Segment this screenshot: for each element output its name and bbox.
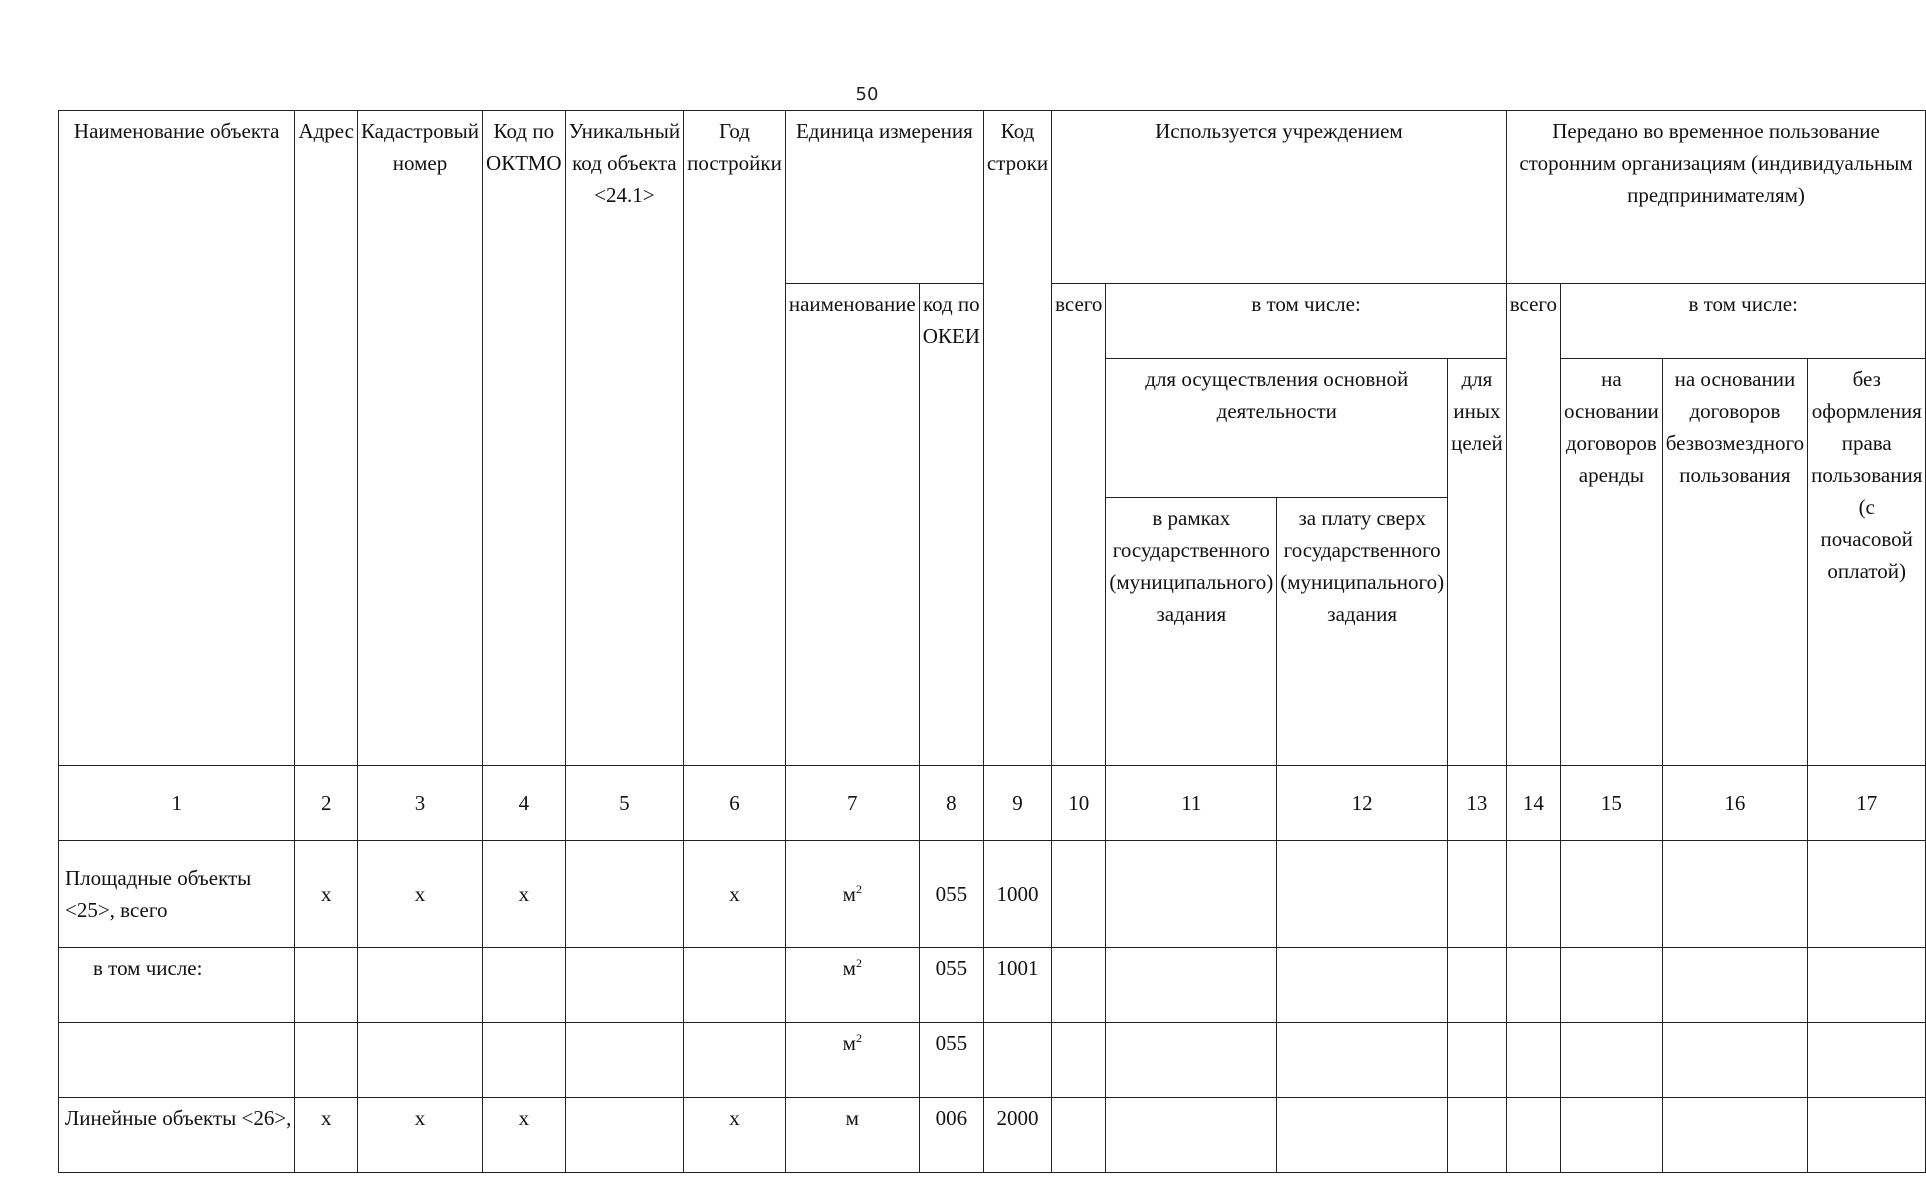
row-year xyxy=(684,948,786,1023)
table-row xyxy=(59,1023,1926,1098)
row-line-code: 1000 xyxy=(983,841,1051,948)
column-number: 9 xyxy=(983,766,1051,841)
row-address xyxy=(295,948,358,1023)
header-transfer-including: в том числе: xyxy=(1560,284,1925,359)
empty-cell xyxy=(1662,948,1807,1023)
row-year: х xyxy=(684,841,786,948)
unit-text: м xyxy=(842,956,856,980)
empty-cell xyxy=(1506,1023,1560,1098)
row-line-code: 2000 xyxy=(983,1098,1051,1173)
row-unit xyxy=(785,1023,919,1098)
header-hourly-payment: без оформления права пользования (с почасовой оплатой) xyxy=(1808,359,1926,766)
empty-cell xyxy=(1277,841,1448,948)
empty-cell xyxy=(1560,1023,1662,1098)
column-number: 5 xyxy=(565,766,684,841)
row-object-name xyxy=(59,1023,295,1098)
header-line-code: Код строки xyxy=(983,111,1051,766)
column-number: 1 xyxy=(59,766,295,841)
empty-cell xyxy=(1277,1023,1448,1098)
property-usage-table xyxy=(58,110,1926,1173)
empty-cell xyxy=(1106,1098,1277,1173)
header-unique-code: Уникальный код объекта <24.1> xyxy=(565,111,684,766)
column-number: 4 xyxy=(483,766,566,841)
column-number: 13 xyxy=(1448,766,1507,841)
header-year-built: Год постройки xyxy=(684,111,786,766)
row-address: х xyxy=(295,1098,358,1173)
empty-cell xyxy=(1506,948,1560,1023)
row-oktmo: х xyxy=(483,841,566,948)
empty-cell xyxy=(1662,1098,1807,1173)
page-number: 50 xyxy=(855,84,879,105)
row-okei: 055 xyxy=(919,841,983,948)
table-row xyxy=(59,1098,1926,1173)
column-number: 2 xyxy=(295,766,358,841)
row-year: х xyxy=(684,1098,786,1173)
row-unique-code xyxy=(565,948,684,1023)
unit-superscript: 2 xyxy=(855,882,862,896)
unit-text: м xyxy=(842,882,856,906)
header-other-purposes: для иных целей xyxy=(1448,359,1507,766)
row-year xyxy=(684,1023,786,1098)
row-object-name: Площадные объекты <25>, всего xyxy=(59,841,295,948)
row-okei: 055 xyxy=(919,948,983,1023)
empty-cell xyxy=(1106,948,1277,1023)
row-address: х xyxy=(295,841,358,948)
row-object-name: в том числе: xyxy=(59,948,295,1023)
header-used-group: Используется учреждением xyxy=(1052,111,1507,284)
header-state-assignment: в рамках государственного (муниципального) задания xyxy=(1106,498,1277,766)
row-unique-code xyxy=(565,1098,684,1173)
row-unique-code xyxy=(565,841,684,948)
row-oktmo: х xyxy=(483,1098,566,1173)
header-transfer-group: Передано во временное пользование сторонним организациям (индивидуальным предпринимателям) xyxy=(1506,111,1926,284)
header-address: Адрес xyxy=(295,111,358,766)
header-used-including: в том числе: xyxy=(1106,284,1506,359)
empty-cell xyxy=(1448,1023,1507,1098)
header-above-assignment: за плату сверх государственного (муниципального) задания xyxy=(1277,498,1448,766)
empty-cell xyxy=(1808,841,1926,948)
table-row xyxy=(59,841,1926,948)
empty-cell xyxy=(1560,1098,1662,1173)
header-main-activity: для осуществления основной деятельности xyxy=(1106,359,1448,498)
column-number: 3 xyxy=(357,766,482,841)
empty-cell xyxy=(1448,841,1507,948)
table-row xyxy=(59,948,1926,1023)
empty-cell xyxy=(1106,1023,1277,1098)
row-oktmo xyxy=(483,1023,566,1098)
empty-cell xyxy=(1808,948,1926,1023)
row-cadastral: х xyxy=(357,841,482,948)
column-number: 10 xyxy=(1052,766,1106,841)
empty-cell xyxy=(1052,841,1106,948)
empty-cell xyxy=(1052,1023,1106,1098)
header-object-name: Наименование объекта xyxy=(59,111,295,766)
empty-cell xyxy=(1560,841,1662,948)
header-lease-contracts: на основании договоров аренды xyxy=(1560,359,1662,766)
header-oktmo-code: Код по ОКТМО xyxy=(483,111,566,766)
empty-cell xyxy=(1662,1023,1807,1098)
empty-cell xyxy=(1448,1098,1507,1173)
row-line-code: 1001 xyxy=(983,948,1051,1023)
column-number: 15 xyxy=(1560,766,1662,841)
row-line-code xyxy=(983,1023,1051,1098)
column-number: 6 xyxy=(684,766,786,841)
header-unit-group: Единица измерения xyxy=(785,111,983,284)
row-cadastral xyxy=(357,948,482,1023)
header-free-use-contracts: на основании договоров безвозмездного пользования xyxy=(1662,359,1807,766)
empty-cell xyxy=(1448,948,1507,1023)
header-okei-code: код по ОКЕИ xyxy=(919,284,983,766)
column-number: 12 xyxy=(1277,766,1448,841)
header-used-total: всего xyxy=(1052,284,1106,766)
empty-cell xyxy=(1277,948,1448,1023)
unit-superscript: 2 xyxy=(855,956,862,970)
row-unit xyxy=(785,948,919,1023)
row-unit xyxy=(785,841,919,948)
row-okei: 055 xyxy=(919,1023,983,1098)
row-cadastral xyxy=(357,1023,482,1098)
unit-text: м xyxy=(845,1106,859,1130)
empty-cell xyxy=(1506,841,1560,948)
column-number: 7 xyxy=(785,766,919,841)
empty-cell xyxy=(1662,841,1807,948)
empty-cell xyxy=(1808,1023,1926,1098)
empty-cell xyxy=(1560,948,1662,1023)
column-number: 8 xyxy=(919,766,983,841)
unit-text: м xyxy=(842,1031,856,1055)
empty-cell xyxy=(1106,841,1277,948)
empty-cell xyxy=(1052,948,1106,1023)
column-number: 14 xyxy=(1506,766,1560,841)
empty-cell xyxy=(1506,1098,1560,1173)
column-number: 17 xyxy=(1808,766,1926,841)
column-number: 11 xyxy=(1106,766,1277,841)
row-cadastral: х xyxy=(357,1098,482,1173)
row-okei: 006 xyxy=(919,1098,983,1173)
column-number: 16 xyxy=(1662,766,1807,841)
unit-superscript: 2 xyxy=(855,1031,862,1045)
row-oktmo xyxy=(483,948,566,1023)
row-unit xyxy=(785,1098,919,1173)
row-object-name: Линейные объекты <26>, xyxy=(59,1098,295,1173)
row-address xyxy=(295,1023,358,1098)
empty-cell xyxy=(1808,1098,1926,1173)
empty-cell xyxy=(1277,1098,1448,1173)
row-unique-code xyxy=(565,1023,684,1098)
header-transfer-total: всего xyxy=(1506,284,1560,766)
header-cadastral-number: Кадастровый номер xyxy=(357,111,482,766)
header-unit-name: наименование xyxy=(785,284,919,766)
empty-cell xyxy=(1052,1098,1106,1173)
